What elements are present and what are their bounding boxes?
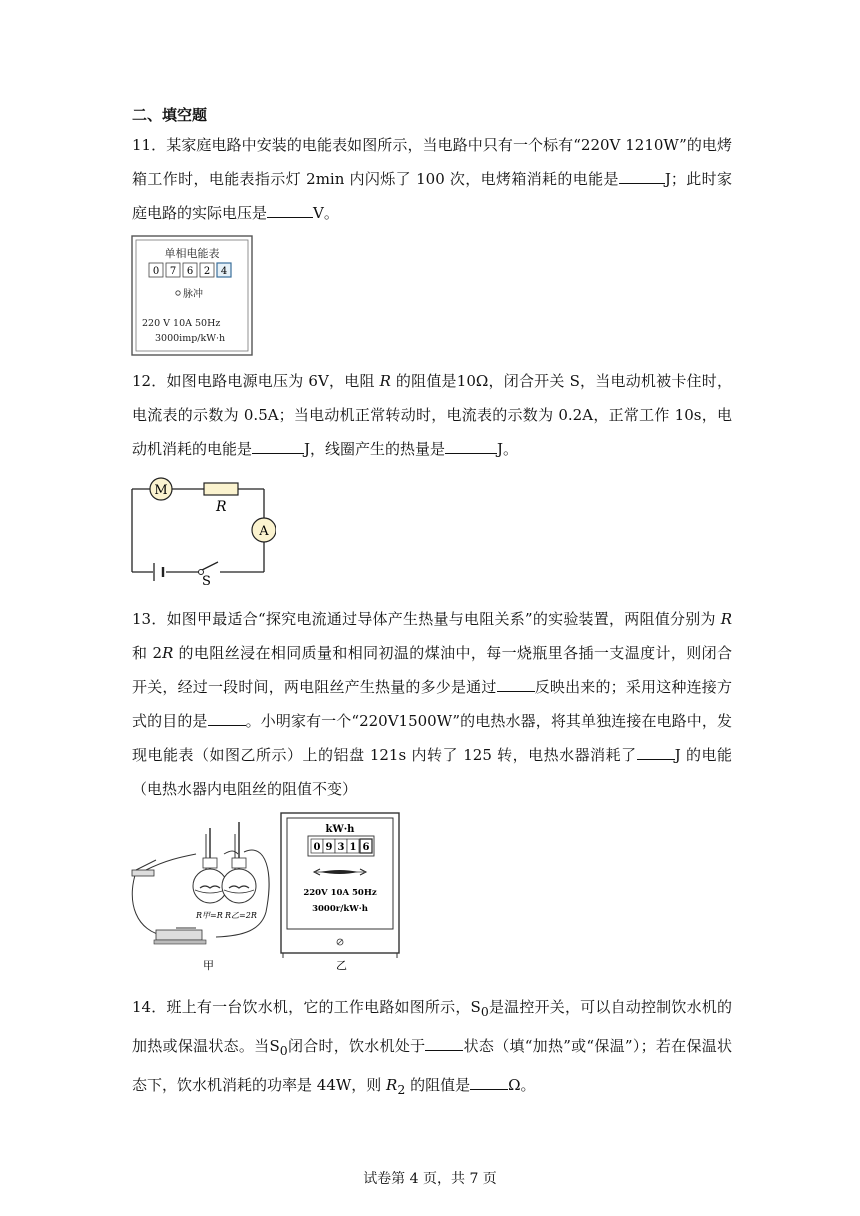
q13-text-3: 的电阻丝浸在相同质量和相同初温的煤油中，每一烧瓶里各插一支温度计，则闭合开关，经过一段时间，两电阻丝产生热量的多少是通过 xyxy=(132,644,733,696)
q14-sub-0b: 0 xyxy=(279,1043,288,1058)
q11-meter-pulse: 脉冲 xyxy=(183,289,203,300)
q11-text-2: J；此时家庭电路的实际电压是 xyxy=(132,170,732,222)
q13-figure-a xyxy=(126,812,276,976)
q12-resistor-label: R xyxy=(216,499,227,515)
q13-figure-b xyxy=(280,812,402,976)
q11-text-3: V。 xyxy=(313,204,339,222)
q12-blank-2[interactable] xyxy=(445,435,497,454)
q13-flask-left-icon xyxy=(193,828,227,903)
q13-text-1: 如图甲最适合“探究电流通过导体产生热量与电阻关系”的实验装置，两阻值分别为 xyxy=(166,610,721,628)
q11-digit-4: 2 xyxy=(203,266,211,277)
q12-text-1: 如图电路电源电压为 6V，电阻 xyxy=(166,372,380,390)
q13-text-2: 和 2 xyxy=(132,644,163,662)
q14-blank-2[interactable] xyxy=(470,1071,508,1090)
q13-text-6: J 的电能（电热水器内电阻丝的阻值不变） xyxy=(132,746,732,798)
q13-digit-5: 6 xyxy=(362,842,370,853)
page-footer: 试卷第 4 页，共 7 页 xyxy=(363,1171,497,1187)
question-13 xyxy=(132,602,732,806)
q11-indicator-lamp-icon xyxy=(176,291,180,295)
q13-fig-a-label: 甲 xyxy=(203,959,214,972)
q11-meter-figure xyxy=(131,235,253,356)
q14-text-6: Ω。 xyxy=(508,1076,536,1094)
q12-blank-1[interactable] xyxy=(252,435,304,454)
q13-switch-icon xyxy=(132,860,156,876)
q13-var-2r: R xyxy=(162,644,174,662)
q12-var-r: R xyxy=(379,372,391,390)
q11-digit-5: 4 xyxy=(220,266,228,277)
question-11 xyxy=(132,128,732,230)
q11-digit-3: 6 xyxy=(186,266,194,277)
q13-digit-3: 3 xyxy=(337,842,345,853)
question-12 xyxy=(132,364,732,466)
q12-ammeter-label: A xyxy=(259,524,269,539)
q14-text-2: 是温控开关，可以自动控制饮水机的加热或保温状态。当S xyxy=(132,998,732,1055)
q12-battery-icon xyxy=(154,563,163,581)
q13-blank-1[interactable] xyxy=(497,673,535,692)
section-title: 二、填空题 xyxy=(132,106,208,124)
q13-fig-b-label: 乙 xyxy=(336,959,347,972)
q13-meter-unit: kW·h xyxy=(325,824,355,835)
q13-blank-3[interactable] xyxy=(637,741,675,760)
q13-rheostat-icon xyxy=(154,928,206,944)
q11-meter-title: 单相电能表 xyxy=(164,247,220,260)
q11-number: 11． xyxy=(132,136,167,154)
q12-switch-label: S xyxy=(202,574,211,586)
q13-digit-2: 9 xyxy=(325,842,333,853)
q12-motor-label: M xyxy=(154,483,168,498)
question-14 xyxy=(132,990,732,1107)
q12-text-2: 的阻值是10Ω，闭合开关 S，当电动机被卡住时，电流表的示数为 0.5A；当电动机正常转动时，电流表的示数为 0.2A，正常工作 10s，电动机消耗的电能是 xyxy=(132,372,732,458)
q14-text-5: 的阻值是 xyxy=(405,1076,471,1094)
q13-digit-4: 1 xyxy=(349,842,357,853)
q14-sub-0: 0 xyxy=(480,1004,489,1019)
q14-text-3: 闭合时，饮水机处于 xyxy=(287,1037,426,1055)
q11-meter-rate: 3000imp/kW·h xyxy=(155,333,226,344)
q14-text-1: 班上有一台饮水机，它的工作电路如图所示，S xyxy=(166,998,481,1016)
q13-fig-a-r1: R甲=R xyxy=(196,911,223,920)
q13-blank-2[interactable] xyxy=(208,707,246,726)
q14-text-4: 状态（填“加热”或“保温”）；若在保温状态下，饮水机消耗的功率是 44W，则 xyxy=(132,1037,732,1094)
q11-digit-2: 7 xyxy=(169,266,177,277)
q14-var-r: R xyxy=(386,1076,398,1094)
q14-sub-2: 2 xyxy=(397,1082,406,1097)
q11-text-1: 某家庭电路中安装的电能表如图所示，当电路中只有一个标有“220V 1210W”的电烤箱工作时，电能表指示灯 2min 内闪烁了 100 次，电烤箱消耗的电能是 xyxy=(132,136,732,188)
q13-digit-1: 0 xyxy=(313,842,321,853)
q12-resistor-icon xyxy=(204,483,238,495)
q11-blank-1[interactable] xyxy=(619,165,665,184)
q11-meter-digits xyxy=(149,263,231,277)
q13-meter-digits xyxy=(311,839,372,853)
q14-blank-1[interactable] xyxy=(425,1032,463,1051)
q11-digit-1: 0 xyxy=(152,266,160,277)
q11-meter-spec: 220 V 10A 50Hz xyxy=(142,318,221,329)
q13-number: 13． xyxy=(132,610,167,628)
q13-text-4: 反映出来的；采用这种连接方式的目的是 xyxy=(132,678,732,730)
q12-circuit-figure xyxy=(126,474,276,586)
q13-var-r: R xyxy=(720,610,732,628)
q13-meter-spec: 220V 10A 50Hz xyxy=(303,888,377,898)
q11-blank-2[interactable] xyxy=(267,199,313,218)
q14-number: 14． xyxy=(132,998,167,1016)
q13-text-5: 。小明家有一个“220V1500W”的电热水器，将其单独连接在电路中，发现电能表（如图乙所示）上的铝盘 121s 内转了 125 转，电热水器消耗了 xyxy=(132,712,732,764)
q12-number: 12． xyxy=(132,372,167,390)
q13-meter-rate: 3000r/kW·h xyxy=(312,904,368,914)
q12-text-3: J，线圈产生的热量是 xyxy=(304,440,446,458)
q12-text-4: J。 xyxy=(497,440,519,458)
q13-flask-right-icon xyxy=(222,822,256,903)
q13-fig-a-r2: R乙=2R xyxy=(225,911,257,920)
